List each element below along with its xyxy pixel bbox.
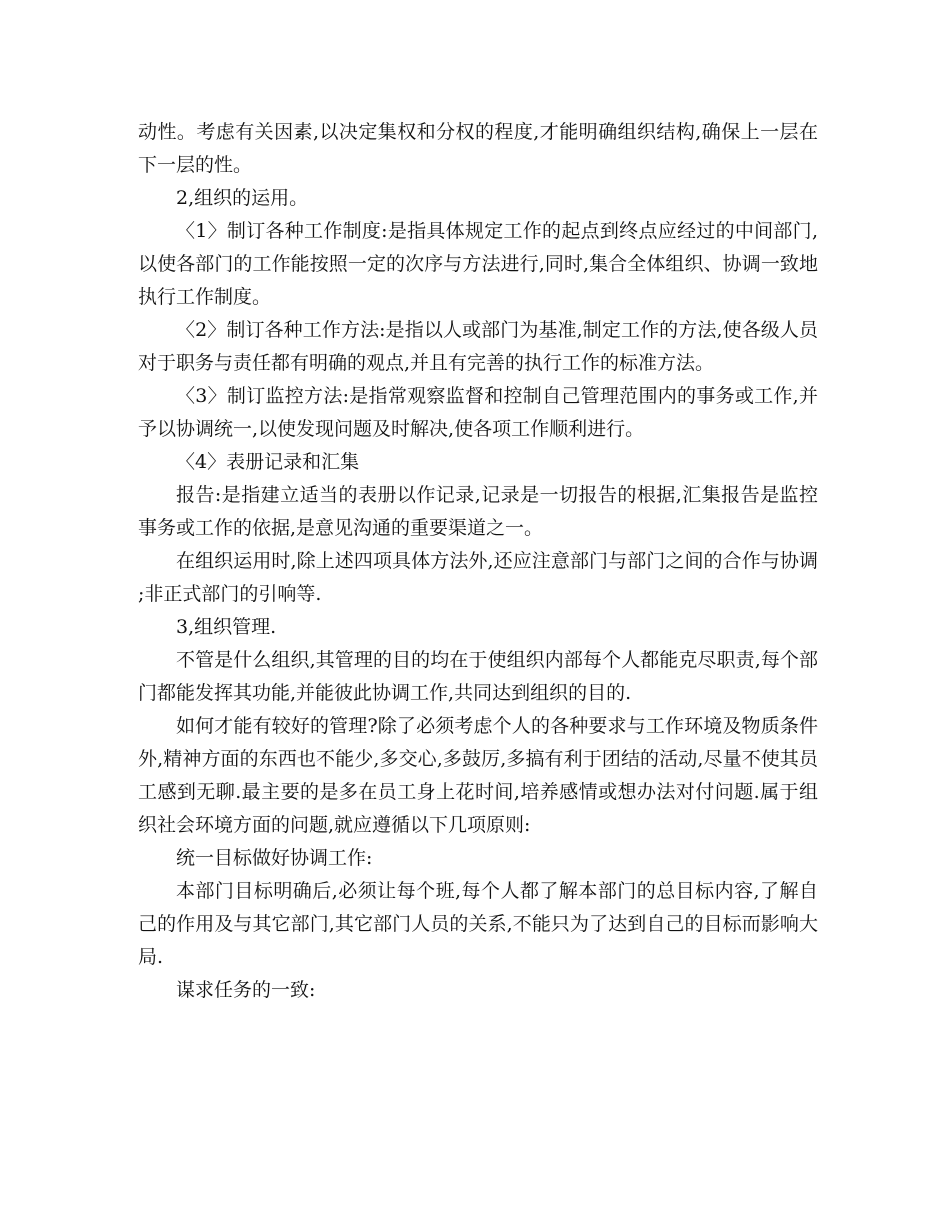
paragraph-1: 动性。考虑有关因素,以决定集权和分权的程度,才能明确组织结构,确保上一层在下一层的性。	[138, 121, 818, 176]
paragraph-7: 报告:是指建立适当的表册以作记录,记录是一切报告的根据,汇集报告是监控事务或工作的依据,是意见沟通的重要渠道之一。	[138, 484, 818, 539]
paragraph-8: 在组织运用时,除上述四项具体方法外,还应注意部门与部门之间的合作与协调;非正式部门的引响等.	[138, 550, 818, 605]
paragraph-2: 2,组织的运用。	[176, 187, 309, 209]
paragraph-14: 谋求任务的一致:	[176, 979, 316, 1001]
document-body	[138, 116, 818, 1007]
paragraph-9: 3,组织管理.	[176, 616, 277, 638]
paragraph-11: 如何才能有较好的管理?除了必须考虑个人的各种要求与工作环境及物质条件外,精神方面的东西也不能少,多交心,多鼓厉,多搞有利于团结的活动,尽量不使其员工感到无聊.最主要的是多在员工身上花时间,培养感情或想办法对付问题.属于组织社会环境方面的问题,就应遵循以下几项原则:	[138, 715, 818, 836]
paragraph-3: 〈1〉制订各种工作制度:是指具体规定工作的起点到终点应经过的中间部门,以使各部门的工作能按照一定的次序与方法进行,同时,集合全体组织、协调一致地执行工作制度。	[138, 220, 818, 308]
paragraph-4: 〈2〉制订各种工作方法:是指以人或部门为基准,制定工作的方法,使各级人员对于职务与责任都有明确的观点,并且有完善的执行工作的标准方法。	[138, 319, 818, 374]
paragraph-10: 不管是什么组织,其管理的目的均在于使组织内部每个人都能克尽职责,每个部门都能发挥其功能,并能彼此协调工作,共同达到组织的目的.	[138, 649, 818, 704]
paragraph-6: 〈4〉表册记录和汇集	[176, 451, 360, 473]
paragraph-5: 〈3〉制订监控方法:是指常观察监督和控制自己管理范围内的事务或工作,并予以协调统一,以使发现问题及时解决,使各项工作顺利进行。	[138, 385, 818, 440]
paragraph-12: 统一目标做好协调工作:	[176, 847, 373, 869]
paragraph-13: 本部门目标明确后,必须让每个班,每个人都了解本部门的总目标内容,了解自己的作用及与其它部门,其它部门人员的关系,不能只为了达到自己的目标而影响大局.	[138, 880, 818, 968]
